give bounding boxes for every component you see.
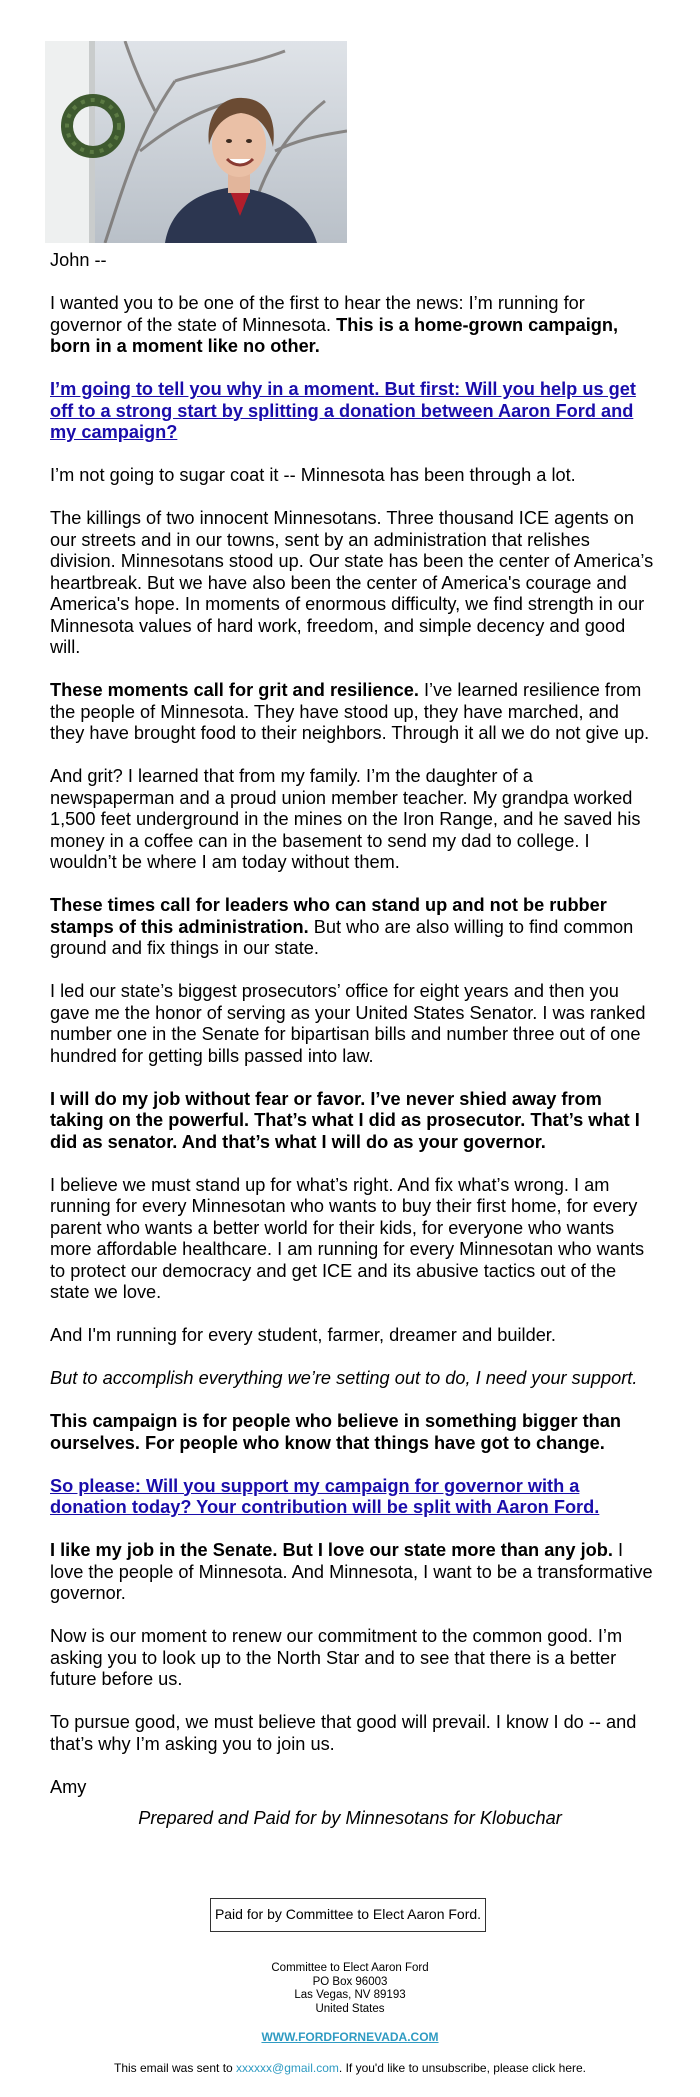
paragraph-donate-link-2 xyxy=(50,1476,655,1519)
paragraph-bold-text: These moments call for grit and resilience. xyxy=(50,680,419,700)
candidate-photo xyxy=(45,41,347,243)
donate-link-split[interactable]: I’m going to tell you why in a moment. But first: Will you help us get off to a strong start by splitting a donation between Aaron Ford and my campaign? xyxy=(50,379,636,442)
paragraph-running-for: And I'm running for every student, farmer, dreamer and builder. xyxy=(50,1325,556,1345)
paragraph-love-state xyxy=(50,1540,655,1605)
paragraph-text: I wanted you to be one of the first to hear the news: I’m running for governor of the state of Minnesota. xyxy=(50,293,585,335)
paragraph-north-star: Now is our moment to renew our commitment to the common good. I’m asking you to look up to the North Star and to see that there is a better future before us. xyxy=(50,1626,623,1689)
paragraph-bold-text: I like my job in the Senate. But I love our state more than any job. xyxy=(50,1540,613,1560)
greeting: John -- xyxy=(50,250,107,270)
paragraph-need-support xyxy=(50,1368,655,1390)
paragraph-bold-text: These times call for leaders who can stand up and not be rubber stamps of this administration. xyxy=(50,895,607,937)
paragraph-bigger xyxy=(50,1411,655,1454)
paragraph-record: I led our state’s biggest prosecutors’ office for eight years and then you gave me the honor of serving as your United States Senator. I was ranked number one in the Senate for bipartisan bills and number three out of one hundred for getting bills passed into law. xyxy=(50,981,646,1066)
address-line: Committee to Elect Aaron Ford xyxy=(271,1962,429,1974)
paragraph-italic-text: But to accomplish everything we’re setting out to do, I need your support. xyxy=(50,1368,638,1388)
paragraph-stand-up: I believe we must stand up for what’s right. And fix what’s wrong. I am running for every Minnesotan who wants to buy their first home, for every parent who wants a better world for their kids, for everyone who wants more affordable healthcare. I am running for every Minnesotan who wants to protect our democracy and get ICE and its abusive tactics out of the state we love. xyxy=(50,1174,645,1302)
paragraph-family: And grit? I learned that from my family. I’m the daughter of a newspaperman and a proud union member teacher. My grandpa worked 1,500 feet underground in the mines on the Iron Range, and he saved his money in a coffee can in the basement to send my dad to college. I wouldn’t be where I am today without them. xyxy=(50,766,641,872)
address-line: PO Box 96003 xyxy=(312,1975,388,1988)
sent-prefix: This email was sent to xyxy=(113,2061,237,2075)
mailing-address xyxy=(0,1962,700,2016)
paragraph-bold-text: This campaign is for people who believe in something bigger than ourselves. For people who know that things have got to change. xyxy=(50,1411,621,1453)
signature: Amy xyxy=(50,1776,87,1797)
paid-for-box: Paid for by Committee to Elect Aaron Ford. xyxy=(210,1898,486,1932)
recipient-email[interactable]: xxxxxx@gmail.com xyxy=(236,2061,339,2075)
paragraph-leaders xyxy=(50,895,655,960)
paragraph-killings: The killings of two innocent Minnesotans. Three thousand ICE agents on our streets and in our towns, sent by an administration that relishes division. Minnesotans stood up. Our state has been the center of America’s heartbreak. But we have also been the center of America's courage and America's hope. In moments of enormous difficulty, we find strength in our Minnesota values of hard work, freedom, and simple decency and good will. xyxy=(50,508,654,657)
paragraph-join-us: To pursue good, we must believe that good will prevail. I know I do -- and that’s why I’m asking you to join us. xyxy=(50,1712,637,1754)
prepared-by-disclaimer: Prepared and Paid for by Minnesotans for Klobuchar xyxy=(138,1808,562,1828)
unsubscribe-text[interactable]: . If you'd like to unsubscribe, please click here. xyxy=(338,2061,586,2075)
paragraph-text: But who are also willing to find common ground and fix things in our state. xyxy=(50,916,634,958)
paragraph-donate-link-1 xyxy=(50,379,655,444)
address-line: Las Vegas, NV 89193 xyxy=(294,1989,406,2001)
paragraph-text: I’ve learned resilience from the people of Minnesota. They have stood up, they have marched, and they have brought food to their neighbors. Through it all we do not give up. xyxy=(50,680,650,743)
paragraph-sugar-coat: I’m not going to sugar coat it -- Minnesota has been through a lot. xyxy=(50,465,576,485)
donate-link-support[interactable]: So please: Will you support my campaign for governor with a donation today? Your contribution will be split with Aaron Ford. xyxy=(50,1475,600,1517)
paragraph-text: I love the people of Minnesota. And Minnesota, I want to be a transformative governor. xyxy=(50,1540,653,1603)
website-link[interactable]: WWW.FORDFORNEVADA.COM xyxy=(261,2030,439,2044)
paragraph-announcement xyxy=(50,293,655,358)
paragraph-grit xyxy=(50,680,655,745)
paragraph-bold-text: I will do my job without fear or favor. I’ve never shied away from taking on the powerful. That’s what I did as prosecutor. That’s what I did as senator. And that’s what I will do as your governor. xyxy=(50,1088,640,1152)
paragraph-bold-text: This is a home-grown campaign, born in a moment like no other. xyxy=(50,314,619,356)
candidate-photo-illustration xyxy=(45,41,347,243)
sent-to-notice xyxy=(0,2061,700,2075)
paragraph-fear-or-favor xyxy=(50,1089,655,1154)
address-line: United States xyxy=(315,2002,385,2015)
email-body xyxy=(50,250,655,1820)
